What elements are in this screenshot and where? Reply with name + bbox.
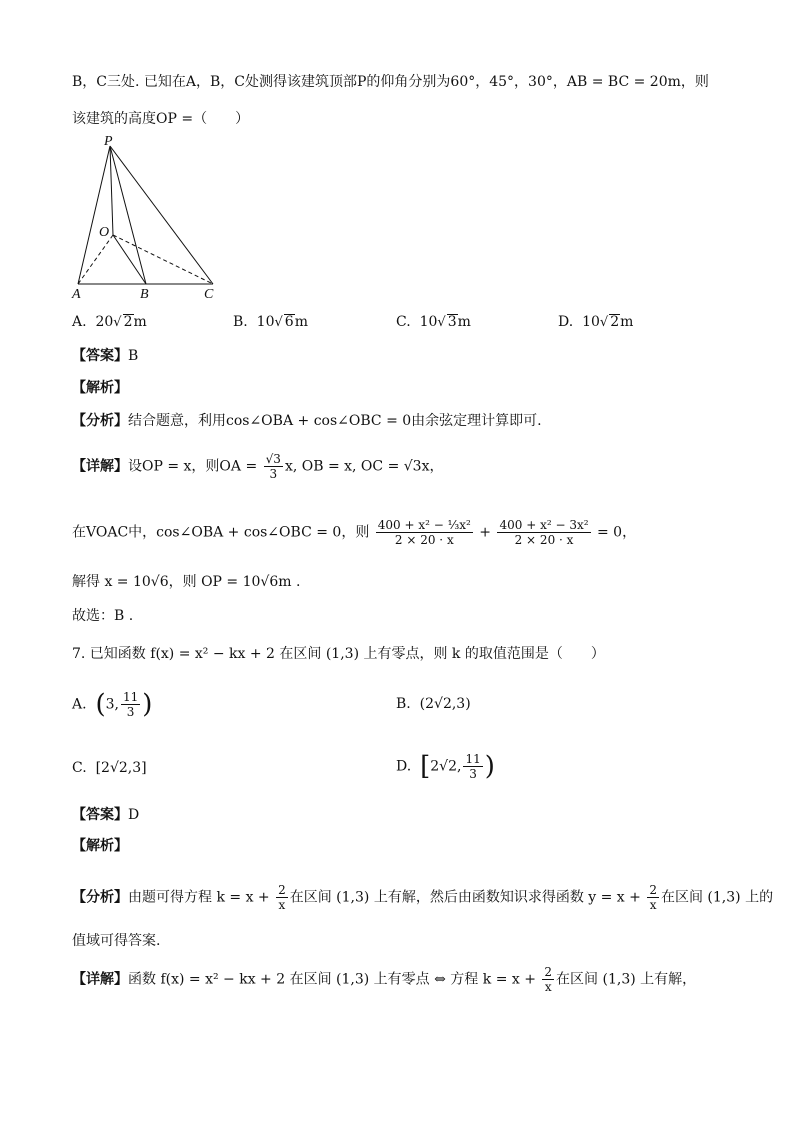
- edge-PC: [110, 146, 213, 284]
- problem7-analysis-tag: 【解析】: [72, 838, 128, 854]
- cos-fraction-2: $\frac{\text{400 + x² − 3x²}}{2 \times 20 \cdot x}$: [499, 518, 589, 547]
- problem6-stem-line2: 该建筑的高度OP =（ ）: [72, 111, 250, 127]
- option-letter: D.: [558, 314, 574, 330]
- edge-PO: [110, 146, 113, 235]
- label-A: A: [72, 287, 81, 302]
- cos-fraction-1: $\frac{\text{400 + x² − ⅓x²}}{2 \times 20 \cdot x}$: [377, 518, 471, 547]
- option-letter: A.: [72, 696, 87, 713]
- edge-PB: [110, 146, 146, 284]
- label-C: C: [204, 287, 214, 302]
- problem7-detail: 【详解】函数 f(x) = x² − kx + 2 在区间 (1,3) 上有零点 ⇔ 方程 k = x + $\frac{2}{x}$ 在区间 (1,3) 上有解，: [72, 965, 697, 994]
- edge-OB: [113, 235, 146, 284]
- problem6-fenxi: 【分析】结合题意，利用cos∠OBA + cos∠OBC = 0由余弦定理计算即可.: [72, 413, 542, 429]
- option-letter: B.: [396, 696, 411, 712]
- option-letter: D.: [396, 758, 412, 775]
- problem6-solve: 解得 x = 10√6，则 OP = 10√6m .: [72, 574, 301, 590]
- option-fraction: $\frac{11}{3}$: [122, 690, 139, 719]
- problem6-analysis-tag: 【解析】: [72, 380, 128, 396]
- fenxi-fraction-1: $\frac{2}{x}$: [278, 883, 286, 912]
- oa-fraction: $\frac{√3}{3}$: [265, 452, 281, 481]
- problem7-option-c[interactable]: C. [2√2,3]: [72, 760, 147, 776]
- option-letter: A.: [72, 314, 87, 330]
- problem7-option-a[interactable]: A. (3, $\frac{11}{3}$ ): [72, 689, 153, 720]
- option-letter: B.: [233, 314, 248, 330]
- fenxi-fraction-2: $\frac{2}{x}$: [649, 883, 657, 912]
- problem7-answer: 【答案】D: [72, 807, 140, 823]
- option-letter: C.: [396, 314, 411, 330]
- problem6-option-c[interactable]: C. 10√ 3m: [396, 314, 471, 330]
- label-O: O: [99, 225, 110, 240]
- label-P: P: [104, 134, 113, 149]
- problem6-answer: 【答案】B: [72, 348, 139, 364]
- option-fraction: $\frac{11}{3}$: [465, 752, 481, 781]
- problem7-fenxi-1: 【分析】由题可得方程 k = x + $\frac{2}{x}$ 在区间 (1,3) 上有解，然后由函数知识求得函数 y = x + $\frac{2}{x}$ 在区间 (1,3) 上的: [72, 883, 774, 912]
- option-letter: C.: [72, 760, 87, 776]
- problem7-option-d[interactable]: D. [2√2, $\frac{11}{3}$ ): [396, 751, 495, 782]
- problem7-fenxi-2: 值域可得答案.: [72, 933, 161, 949]
- edge-PA: [78, 146, 110, 284]
- edge-OC: [113, 235, 213, 284]
- problem6-option-a[interactable]: A. 20√ 2m: [72, 314, 147, 330]
- problem6-detail-2: 在VOAC中，cos∠OBA + cos∠OBC = 0，则 $\frac{\text{400 + x² − ⅓x²}}{2 \times 20 \cdot x}$ + $\frac{\text{400 + x² − 3x²}}{2 \times 20 \cdot x}$ = 0，: [72, 518, 637, 547]
- label-B: B: [140, 287, 149, 302]
- problem7-option-b[interactable]: B. (2√2,3): [396, 696, 471, 712]
- problem6-stem-line1: B，C三处. 已知在A，B，C处测得该建筑顶部P的仰角分别为60°，45°，30°，AB = BC = 20m，则: [72, 74, 709, 90]
- problem7-stem: 7. 已知函数 f(x) = x² − kx + 2 在区间 (1,3) 上有零点，则 k 的取值范围是（ ）: [72, 646, 605, 662]
- problem6-choose: 故选：B .: [72, 608, 134, 624]
- problem6-option-b[interactable]: B. 10√ 6m: [233, 314, 308, 330]
- problem6-option-d[interactable]: D. 10√ 2m: [558, 314, 634, 330]
- pyramid-figure: [70, 132, 230, 304]
- problem6-detail-1: 【详解】设OP = x，则OA = $\frac{√3}{3}$ x, OB = x, OC = √3x，: [72, 452, 444, 481]
- detail-fraction: $\frac{2}{x}$: [544, 965, 553, 994]
